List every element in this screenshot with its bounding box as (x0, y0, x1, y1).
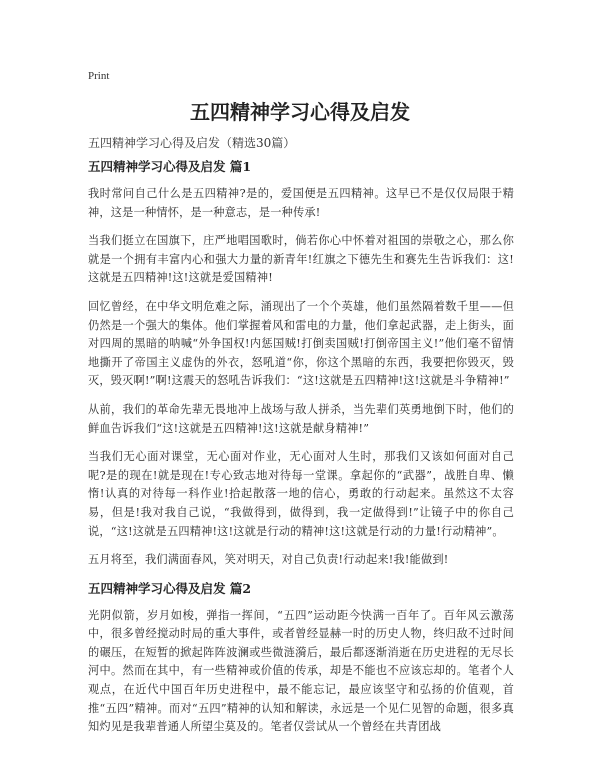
paragraph: 光阴似箭，岁月如梭，弹指一挥间，“五四”运动距今快满一百年了。百年风云激荡中，很多曾经搅动时局的重大事件，或者曾经显赫一时的历史人物，终归敌不过时间的碾压，在短暂的掀起阵阵波澜或些微涟漪后，最后都逐渐消逝在历史进程的无尽长河中。然而在其中，有一些精神或价值的传承，却是不能也不应该忘却的。笔者个人观点，在近代中国百年历史进程中，最不能忘记，最应该坚守和弘扬的价值观，首推“五四”精神。而对“五四”精神的认知和解读，永远是一个见仁见智的命题，很多真知灼见是我辈普通人所望尘莫及的。笔者仅尝试从一个曾经在共青团战 (88, 608, 514, 734)
document-subtitle: 五四精神学习心得及启发（精选30篇） (88, 136, 296, 150)
paragraph: 我时常问自己什么是五四精神?是的，爱国便是五四精神。这早已不是仅仅局限于精神，这是一种情怀，是一种意志，是一种传承! (88, 187, 514, 219)
paragraph: 当我们无心面对课堂，无心面对作业，无心面对人生时，那我们又该如何面对自己呢?是的现在!就是现在!专心致志地对待每一堂课。拿起你的“武器”，战胜自卑、懒惰!认真的对待每一科作业!拾起散落一地的信心，勇敢的行动起来。虽然这不太容易，但是!我对我自己说，“我做得到，做得到，我一定做得到!”让镜子中的你自己说，“这!这就是五四精神!这!这就是行动的精神!这!这就是行动的力量!行动精神”。 (88, 450, 514, 538)
section-1 (88, 158, 514, 570)
paragraph: 五月将至，我们满面春风，笑对明天，对自己负责!行动起来!我!能做到! (88, 553, 449, 567)
paragraph: 当我们挺立在国旗下，庄严地唱国歌时，倘若你心中怀着对祖国的崇敬之心，那么你就是一个拥有丰富内心和强大力量的新青年!红旗之下德先生和赛先生告诉我们：这!这就是五四精神!这!这就是爱国精神! (88, 234, 514, 285)
section-heading: 五四精神学习心得及启发 篇2 (88, 580, 252, 596)
document-body (88, 158, 514, 747)
print-label[interactable]: Print (88, 70, 110, 82)
paragraph: 从前，我们的革命先辈无畏地冲上战场与敌人拼杀，当先辈们英勇地倒下时，他们的鲜血告诉我们“这!这就是五四精神!这!这就是献身精神!” (88, 402, 514, 435)
section-heading: 五四精神学习心得及启发 篇1 (88, 159, 252, 174)
section-2 (88, 580, 514, 737)
paragraph: 回忆曾经，在中华文明危难之际，涌现出了一个个英雄，他们虽然隔着数千里——但仍然是一个强大的集体。他们掌握着风和雷电的力量，他们拿起武器，走上街头，面对四周的黑暗的呐喊“外争国权!内惩国贼!打倒卖国贼!打倒帝国主义!”他们毫不留情地撕开了帝国主义虚伪的外衣，怒吼道“你，你这个黑暗的东西，我要把你毁灭，毁灭，毁灭啊!”啊!这震天的怒吼告诉我们：“这!这就是五四精神!这!这就是斗争精神!” (88, 299, 514, 388)
document-title: 五四精神学习心得及启发 (190, 100, 410, 124)
